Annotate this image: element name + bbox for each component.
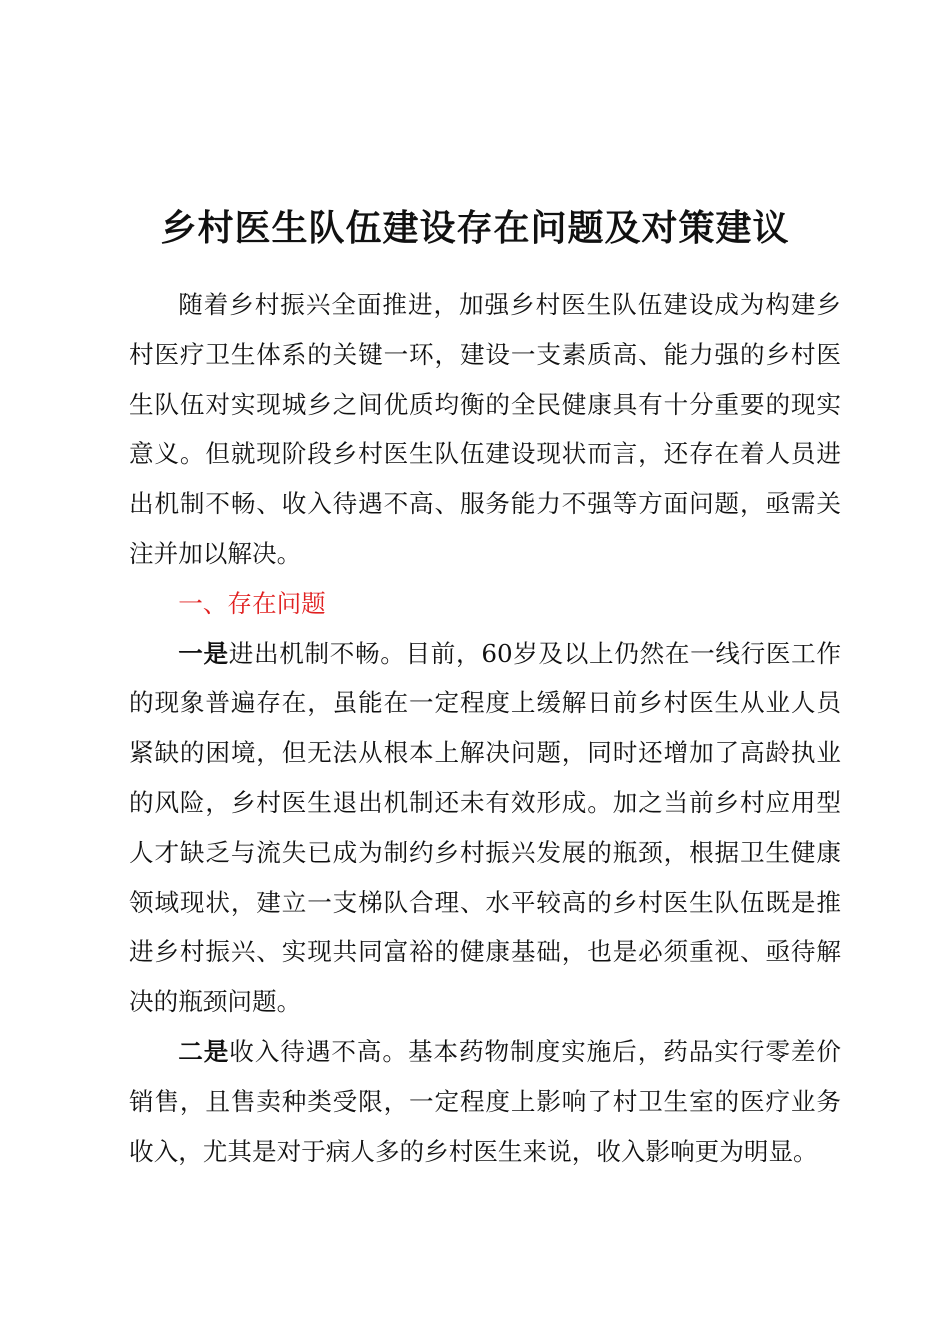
point-lead: 二是 xyxy=(178,1036,230,1066)
point-paragraph-1 xyxy=(129,629,841,1027)
point-text: 进出机制不畅。目前，60岁及以上仍然在一线行医工作的现象普遍存在，虽能在一定程度上缓解日前乡村医生从业人员紧缺的困境，但无法从根本上解决问题，同时还增加了高龄执业的风险，乡村医生退出机制还未有效形成。加之当前乡村应用型人才缺乏与流失已成为制约乡村振兴发展的瓶颈，根据卫生健康领域现状，建立一支梯队合理、水平较高的乡村医生队伍既是推进乡村振兴、实现共同富裕的健康基础，也是必须重视、亟待解决的瓶颈问题。 xyxy=(129,638,841,1017)
point-paragraph-2 xyxy=(129,1027,841,1176)
point-lead: 一是 xyxy=(178,638,229,668)
document-title: 乡村医生队伍建设存在问题及对策建议 xyxy=(160,207,790,249)
section-heading: 一、存在问题 xyxy=(178,588,326,618)
document-body xyxy=(129,280,841,1176)
intro-paragraph: 随着乡村振兴全面推进，加强乡村医生队伍建设成为构建乡村医疗卫生体系的关键一环，建设一支素质高、能力强的乡村医生队伍对实现城乡之间优质均衡的全民健康具有十分重要的现实意义。但就现阶段乡村医生队伍建设现状而言，还存在着人员进出机制不畅、收入待遇不高、服务能力不强等方面问题，亟需关注并加以解决。 xyxy=(129,290,841,568)
point-text: 收入待遇不高。基本药物制度实施后，药品实行零差价销售，且售卖种类受限，一定程度上影响了村卫生室的医疗业务收入，尤其是对于病人多的乡村医生来说，收入影响更为明显。 xyxy=(129,1036,841,1166)
